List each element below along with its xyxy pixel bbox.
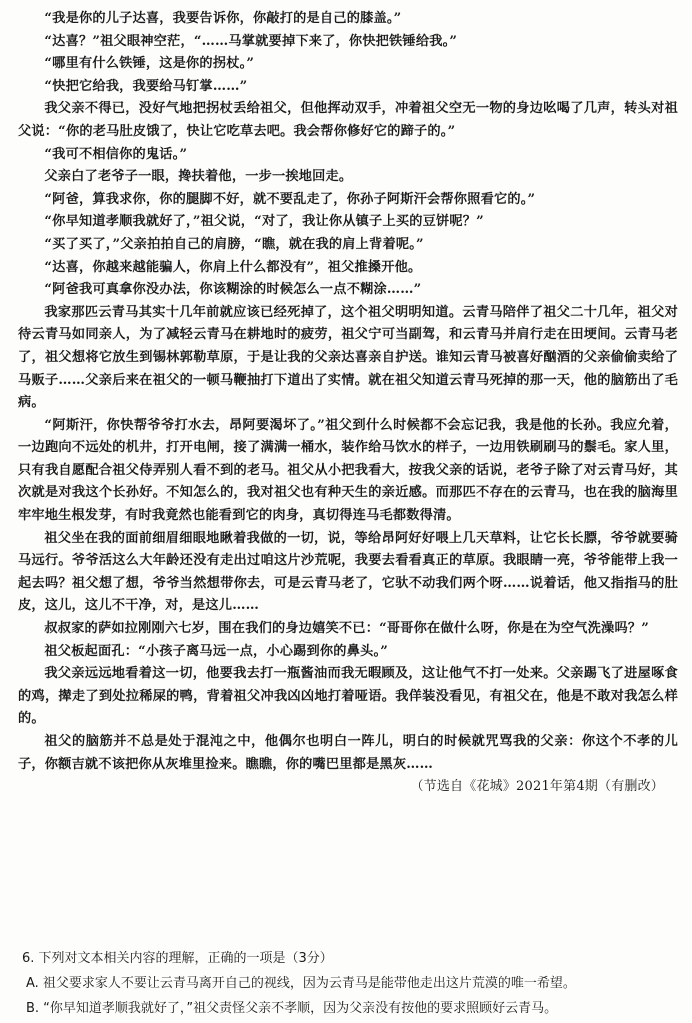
- passage-paragraph: “买了买了，”父亲拍拍自己的肩膀，“瞧，就在我的肩上背着呢。”: [44, 236, 424, 252]
- passage-paragraph: “达喜，你越来越能骗人，你肩上什么都没有”，祖父推搡开他。: [44, 259, 422, 275]
- passage-paragraph: 祖父坐在我的面前细眉细眼地瞅着我做的一切，说，等给昂阿好好喂上几天草料，让它长长膘，爷爷就要骑马远行。爷爷活这么大年龄还没有走出过咱这片沙荒呢，我要去看看真正的草原。我眼睛一亮，爷爷能带上我一起去吗？祖父想了想，爷爷当然想带你去，可是云青马老了，它驮不动我们两个呀……说着话，他又指指马的肚皮，这儿，这儿不干净，对，是这儿……: [18, 530, 678, 614]
- passage-paragraph: “快把它给我，我要给马钉掌……”: [44, 78, 248, 94]
- passage-paragraph: 我父亲远远地看着这一切，他要我去打一瓶酱油而我无暇顾及，这让他气不打一处来。父亲踢飞了进屋啄食的鸡，撵走了到处拉稀屎的鸭，背着祖父冲我凶凶地打着哑语。我佯装没看见，有祖父在，他是不敢对我怎么样的。: [18, 666, 678, 727]
- passage-paragraph: 祖父板起面孔：“小孩子离马远一点，小心踢到你的鼻头。”: [44, 643, 389, 659]
- passage-paragraph: 父亲白了老爷子一眼，搀扶着他，一步一挨地回走。: [44, 169, 353, 185]
- passage-paragraph: 叔叔家的萨如拉刚刚六七岁，围在我们的身边嬉笑不已：“哥哥你在做什么呀，你是在为空气洗澡吗？”: [44, 621, 650, 637]
- passage-paragraph: “哪里有什么铁锤，这是你的拐杖。”: [44, 56, 255, 72]
- passage-paragraph: 祖父的脑筋并不总是处于混沌之中，他偶尔也明白一阵儿，明白的时候就咒骂我的父亲：你这个不孝的儿子，你额吉就不该把你从灰堆里捡来。瞧瞧，你的嘴巴里都是黑灰……: [18, 734, 678, 772]
- option-a[interactable]: A. 祖父要求家人不要让云青马离开自己的视线，因为云青马是能带他走出这片荒漠的唯一希望。: [26, 976, 576, 991]
- question-stem: 6. 下列对文本相关内容的理解，正确的一项是（3分）: [22, 951, 333, 966]
- passage-paragraph: “我是你的儿子达喜，我要告诉你，你敲打的是自己的膝盖。”: [44, 11, 402, 26]
- passage-paragraph: “阿爸，算我求你，你的腿脚不好，就不要乱走了，你孙子阿斯汗会帮你照看它的。”: [44, 191, 536, 207]
- passage-paragraph: “阿爸我可真拿你没办法，你该糊涂的时候怎么一点不糊涂……”: [44, 282, 422, 298]
- passage-paragraph: “达喜？”祖父眼神空茫，“……马掌就要掉下来了，你快把铁锤给我。”: [44, 33, 458, 49]
- passage-paragraph: “阿斯汗，你快帮爷爷打水去，昂阿要渴坏了。”祖父到什么时候都不会忘记我，我是他的长孙。我应允着，一边跑向不远处的机井，打开电闸，接了满满一桶水，装作给马饮水的样子，一边用铁刷刷马的鬃毛。家人里，只有我自愿配合祖父侍弄别人看不到的老马。祖父从小把我看大，按我父亲的话说，老爷子除了对云青马好，其次就是对我这个长孙好。不知怎么的，我对祖父也有种天生的亲近感。而那匹不存在的云青马，也在我的脑海里牢牢地生根发芽，有时我竟然也能看到它的肉身，真切得连马毛都数得清。: [18, 417, 678, 524]
- passage-paragraph: “我可不相信你的鬼话。”: [44, 146, 188, 162]
- option-b[interactable]: B. “你早知道孝顺我就好了，”祖父责怪父亲不孝顺，因为父亲没有按他的要求照顾好云青马。: [26, 1001, 558, 1016]
- reading-passage: [18, 8, 678, 799]
- question-6: [22, 946, 678, 1021]
- passage-paragraph: “你早知道孝顺我就好了，”祖父说，“对了，我让你从镇子上买的豆饼呢？”: [44, 214, 484, 230]
- passage-paragraph: 我家那匹云青马其实十几年前就应该已经死掉了，这个祖父明明知道。云青马陪伴了祖父二十几年，祖父对待云青马如同亲人，为了减轻云青马在耕地时的疲劳，祖父宁可当副驾，和云青马并肩行走在田埂间。云青马老了，祖父想将它放生到锡林郭勒草原，于是让我的父亲达喜亲自护送。谁知云青马被喜好酗酒的父亲偷偷卖给了马贩子……父亲后来在祖父的一顿马鞭抽打下道出了实情。就在祖父知道云青马死掉的那一天，他的脑筋出了毛病。: [18, 304, 678, 411]
- passage-paragraph: 我父亲不得已，没好气地把拐杖丢给祖父，但他挥动双手，冲着祖父空无一物的身边吆喝了几声，转头对祖父说：“你的老马肚皮饿了，快让它吃草去吧。我会帮你修好它的蹄子的。”: [18, 101, 678, 139]
- passage-source: （节选自《花城》2021年第4期（有删改）: [410, 779, 664, 795]
